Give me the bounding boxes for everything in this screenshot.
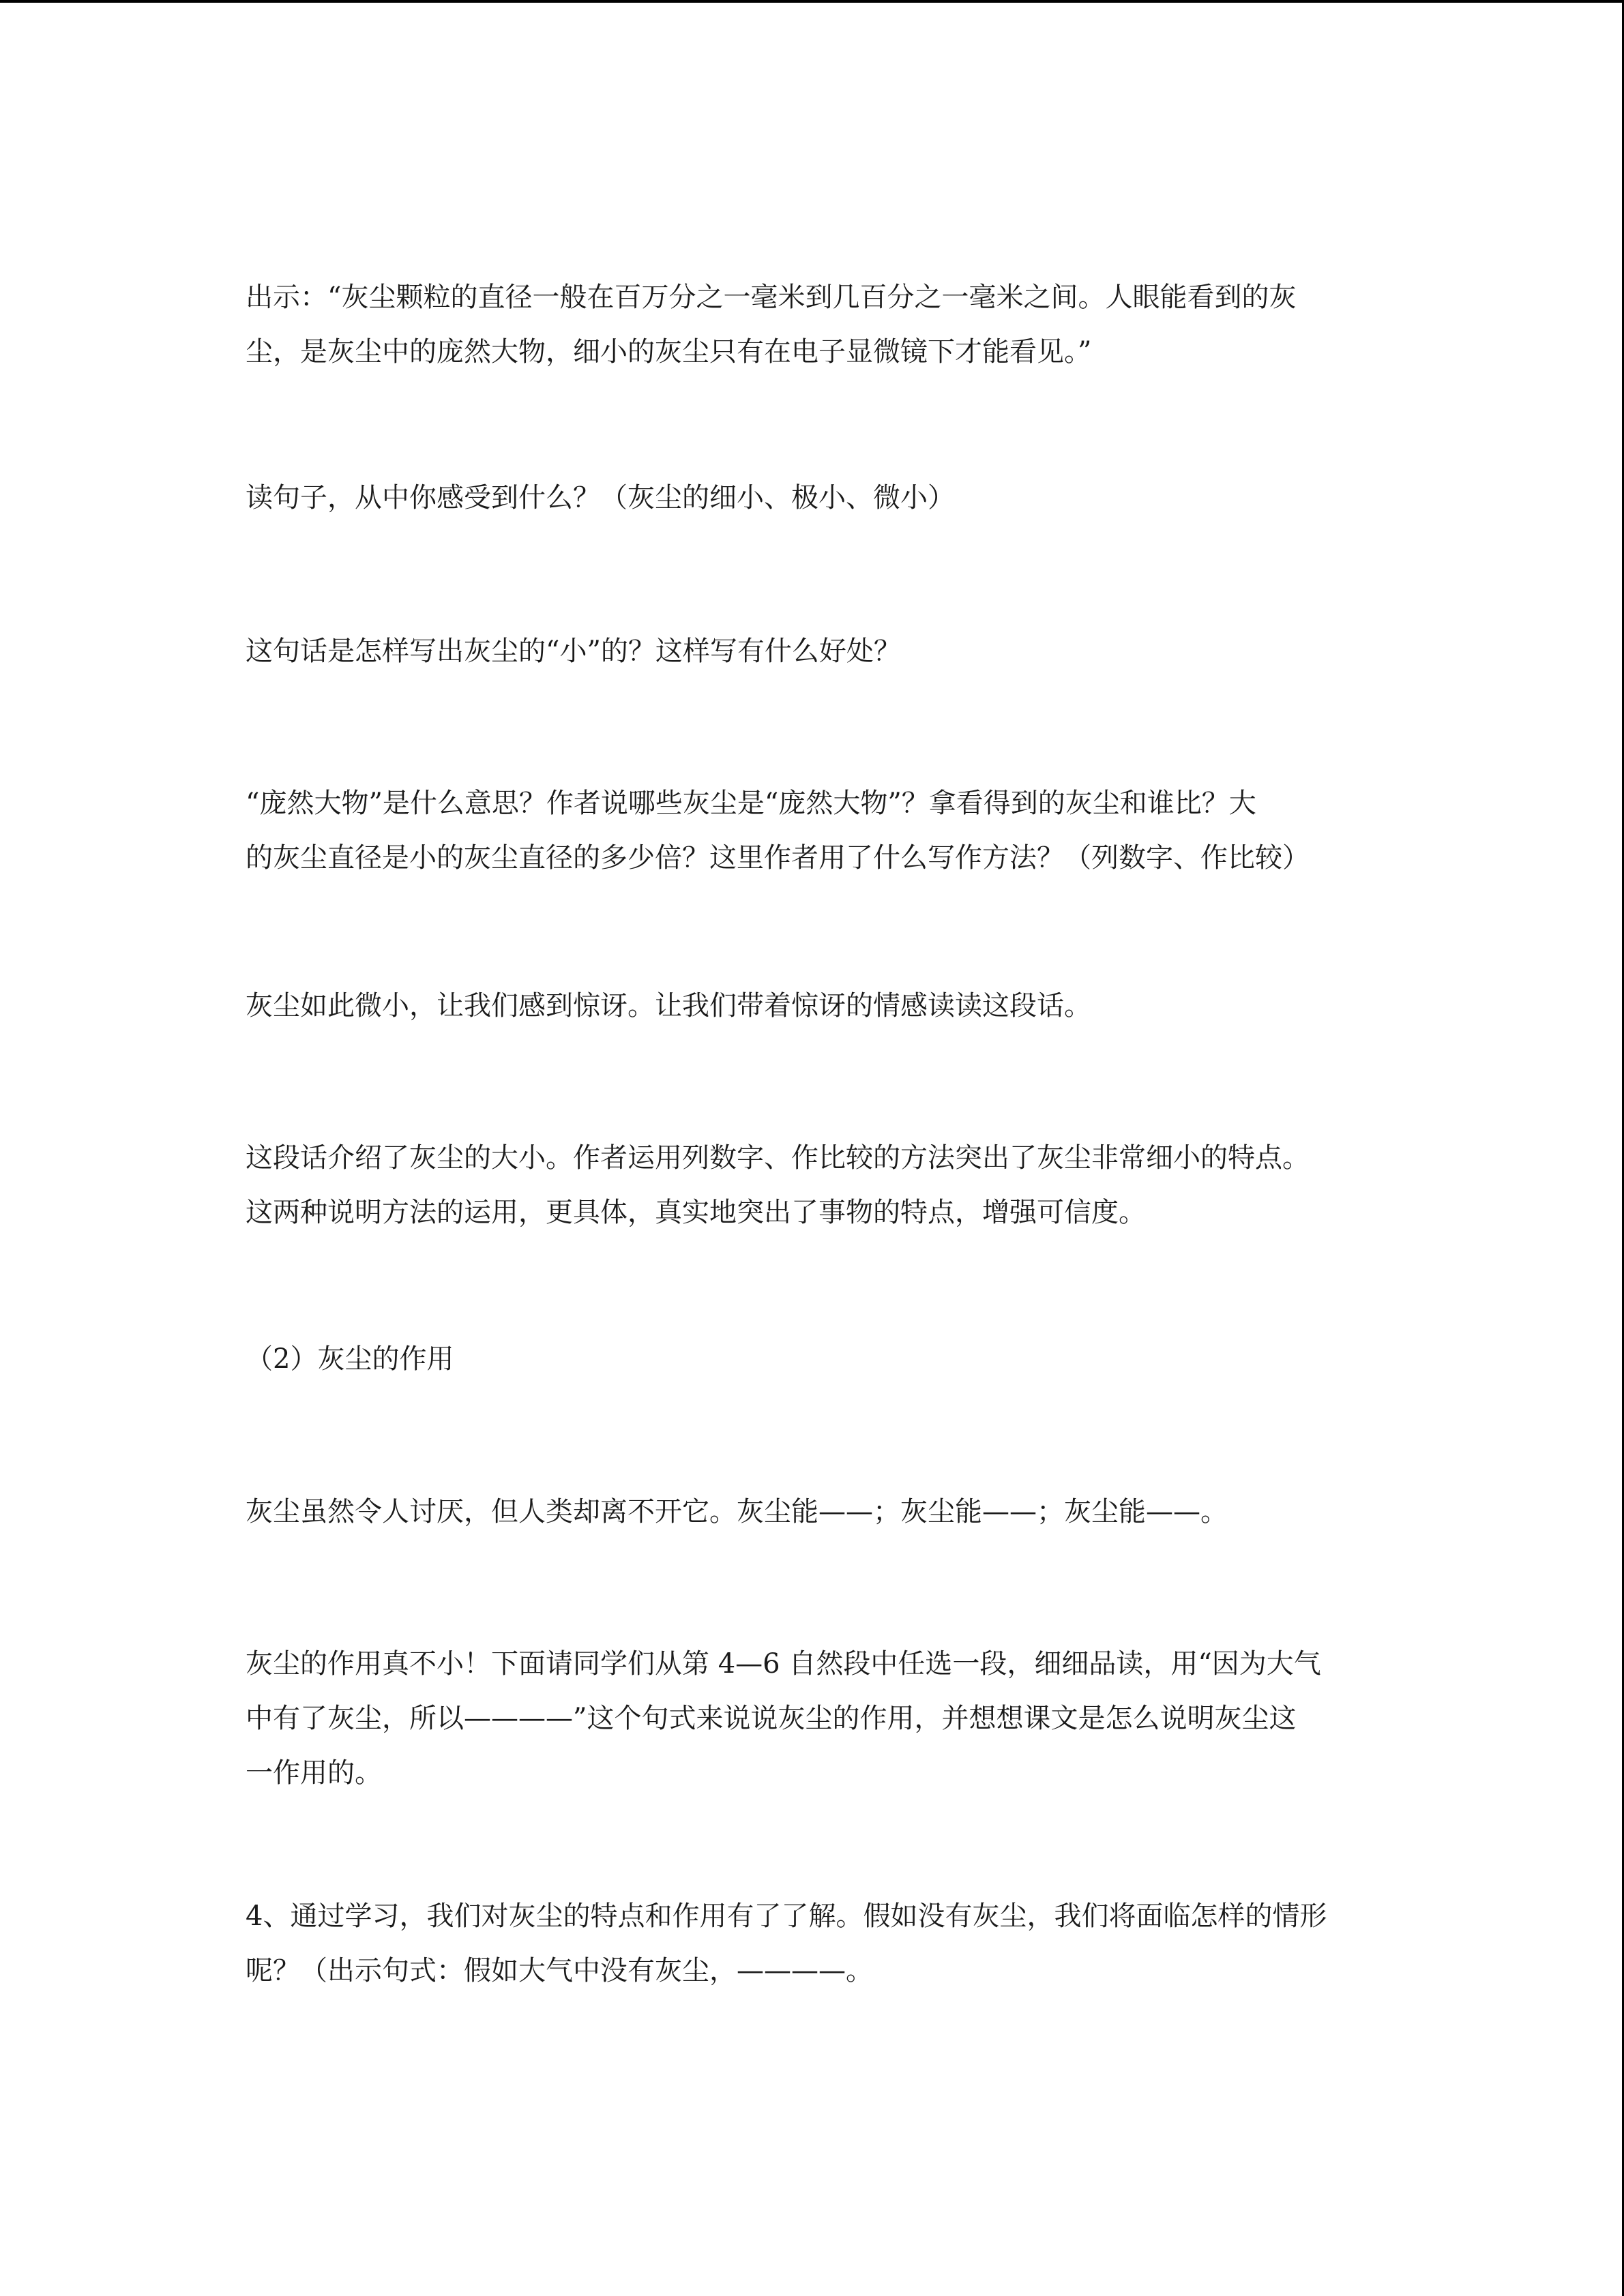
text-line: 尘，是灰尘中的庞然大物，细小的灰尘只有在电子显微镜下才能看见。” — [246, 336, 1092, 368]
paragraph-dust-can — [246, 1485, 1378, 1539]
page-top-border — [0, 0, 1624, 3]
text-line: （2）灰尘的作用 — [246, 1343, 454, 1375]
section-heading-dust-function — [246, 1332, 1378, 1386]
text-line: 灰尘的作用真不小！下面请同学们从第 4—6 自然段中任选一段，细细品读，用“因为大气 — [246, 1648, 1321, 1680]
text-line: “庞然大物”是什么意思？作者说哪些灰尘是“庞然大物”？拿看得到的灰尘和谁比？大 — [246, 788, 1256, 819]
text-line: 灰尘虽然令人讨厌，但人类却离不开它。灰尘能——；灰尘能——；灰尘能——。 — [246, 1496, 1228, 1527]
text-line: 中有了灰尘，所以————”这个句式来说说灰尘的作用，并想想课文是怎么说明灰尘这 — [246, 1703, 1297, 1734]
text-line: 呢？（出示句式：假如大气中没有灰尘，————。 — [246, 1955, 873, 1986]
text-line: 出示：“灰尘颗粒的直径一般在百万分之一毫米到几百分之一毫米之间。人眼能看到的灰 — [246, 282, 1297, 313]
paragraph-how-written — [246, 624, 1378, 679]
paragraph-no-dust — [246, 1889, 1378, 1998]
text-line: 的灰尘直径是小的灰尘直径的多少倍？这里作者用了什么写作方法？（列数字、作比较） — [246, 842, 1310, 874]
paragraph-show-quote — [246, 270, 1378, 379]
paragraph-read-sentence — [246, 471, 1378, 525]
text-line: 这两种说明方法的运用，更具体，真实地突出了事物的特点，增强可信度。 — [246, 1197, 1146, 1228]
text-line: 这句话是怎样写出灰尘的“小”的？这样写有什么好处？ — [246, 636, 901, 667]
text-line: 这段话介绍了灰尘的大小。作者运用列数字、作比较的方法突出了灰尘非常细小的特点。 — [246, 1142, 1310, 1174]
text-line: 灰尘如此微小，让我们感到惊讶。让我们带着惊讶的情感读读这段话。 — [246, 990, 1091, 1022]
text-line: 4、通过学习，我们对灰尘的特点和作用有了了解。假如没有灰尘，我们将面临怎样的情形 — [246, 1900, 1327, 1932]
paragraph-giant-meaning — [246, 776, 1378, 885]
paragraph-summary — [246, 1131, 1378, 1240]
text-line: 一作用的。 — [246, 1757, 382, 1789]
paragraph-dust-function-task — [246, 1637, 1378, 1800]
text-line: 读句子，从中你感受到什么？（灰尘的细小、极小、微小） — [246, 482, 955, 513]
paragraph-surprise — [246, 979, 1378, 1033]
